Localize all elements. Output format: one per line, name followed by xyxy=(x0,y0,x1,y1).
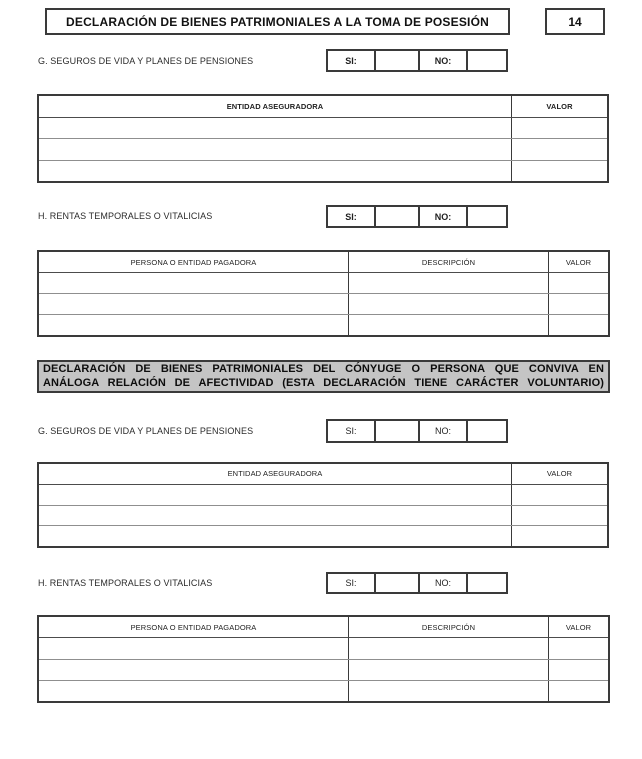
value-cell[interactable] xyxy=(511,118,607,139)
entity-cell[interactable] xyxy=(39,506,511,526)
description-cell[interactable] xyxy=(348,681,548,701)
no-answer-cell[interactable] xyxy=(466,207,506,226)
table-row xyxy=(39,315,608,335)
table-header-row xyxy=(39,96,607,118)
table-row xyxy=(39,161,607,182)
description-cell[interactable] xyxy=(348,660,548,680)
table-row xyxy=(39,139,607,161)
yes-no-box-spouse-g xyxy=(326,419,508,443)
payer-cell[interactable] xyxy=(39,660,348,680)
value-cell[interactable] xyxy=(548,315,608,335)
yes-answer-cell[interactable] xyxy=(374,421,418,441)
value-cell[interactable] xyxy=(548,638,608,658)
yes-label: SI: xyxy=(345,578,357,588)
column-header-description: DESCRIPCIÓN xyxy=(348,252,548,272)
column-header-value: VALOR xyxy=(511,96,607,117)
page-number: 14 xyxy=(545,8,605,35)
column-header-entity: ENTIDAD ASEGURADORA xyxy=(227,469,323,479)
description-cell[interactable] xyxy=(348,638,548,658)
yes-label: SI: xyxy=(345,426,357,436)
table-row xyxy=(39,660,608,681)
value-cell[interactable] xyxy=(511,161,607,182)
no-label: NO: xyxy=(418,207,466,226)
table-header-row xyxy=(39,464,607,485)
table-row xyxy=(39,681,608,701)
no-label: NO: xyxy=(418,51,466,70)
annuities-table-declarant xyxy=(37,250,610,337)
table-row xyxy=(39,638,608,659)
insurance-table-declarant xyxy=(37,94,609,183)
payer-cell[interactable] xyxy=(39,315,348,335)
entity-cell[interactable] xyxy=(39,485,511,505)
section-label-declarant-g: G. SEGUROS DE VIDA Y PLANES DE PENSIONES xyxy=(38,56,254,66)
entity-cell[interactable] xyxy=(39,526,511,546)
yes-no-box-declarant-g xyxy=(326,49,508,72)
table-row xyxy=(39,506,607,527)
yes-label: SI: xyxy=(345,55,357,66)
column-header-description: DESCRIPCIÓN xyxy=(348,617,548,637)
page-title: DECLARACIÓN DE BIENES PATRIMONIALES A LA TOMA DE POSESIÓN xyxy=(45,8,510,35)
annuities-table-spouse xyxy=(37,615,610,703)
yes-answer-cell[interactable] xyxy=(374,207,418,226)
entity-cell[interactable] xyxy=(39,161,511,182)
section-label-spouse-g: G. SEGUROS DE VIDA Y PLANES DE PENSIONES xyxy=(38,426,254,436)
value-cell[interactable] xyxy=(511,139,607,160)
table-row xyxy=(39,526,607,546)
yes-label: SI: xyxy=(345,211,357,222)
insurance-table-spouse xyxy=(37,462,609,548)
section-label-spouse-h: H. RENTAS TEMPORALES O VITALICIAS xyxy=(38,578,213,588)
payer-cell[interactable] xyxy=(39,273,348,293)
table-header-row xyxy=(39,617,608,638)
payer-cell[interactable] xyxy=(39,294,348,314)
description-cell[interactable] xyxy=(348,294,548,314)
no-answer-cell[interactable] xyxy=(466,51,506,70)
column-header-value: VALOR xyxy=(548,617,608,637)
value-cell[interactable] xyxy=(548,273,608,293)
table-row xyxy=(39,273,608,294)
payer-cell[interactable] xyxy=(39,681,348,701)
yes-no-box-declarant-h xyxy=(326,205,508,228)
value-cell[interactable] xyxy=(548,660,608,680)
column-header-payer: PERSONA O ENTIDAD PAGADORA xyxy=(130,622,257,632)
yes-answer-cell[interactable] xyxy=(374,51,418,70)
column-header-value: VALOR xyxy=(548,252,608,272)
yes-answer-cell[interactable] xyxy=(374,574,418,592)
column-header-payer: PERSONA O ENTIDAD PAGADORA xyxy=(130,257,257,267)
entity-cell[interactable] xyxy=(39,118,511,139)
payer-cell[interactable] xyxy=(39,638,348,658)
column-header-entity: ENTIDAD ASEGURADORA xyxy=(226,101,324,111)
description-cell[interactable] xyxy=(348,273,548,293)
no-answer-cell[interactable] xyxy=(466,421,506,441)
table-row xyxy=(39,118,607,140)
table-header-row xyxy=(39,252,608,273)
value-cell[interactable] xyxy=(511,485,607,505)
no-label: NO: xyxy=(418,574,466,592)
banner-line-2: ANÁLOGA RELACIÓN DE AFECTIVIDAD (ESTA DECLARACIÓN TIENE CARÁCTER VOLUNTARIO) xyxy=(43,376,604,389)
spouse-declaration-banner xyxy=(37,360,610,393)
value-cell[interactable] xyxy=(548,294,608,314)
section-label-declarant-h: H. RENTAS TEMPORALES O VITALICIAS xyxy=(38,211,213,221)
table-row xyxy=(39,485,607,506)
value-cell[interactable] xyxy=(511,526,607,546)
yes-no-box-spouse-h xyxy=(326,572,508,594)
entity-cell[interactable] xyxy=(39,139,511,160)
value-cell[interactable] xyxy=(511,506,607,526)
description-cell[interactable] xyxy=(348,315,548,335)
column-header-value: VALOR xyxy=(511,464,607,484)
value-cell[interactable] xyxy=(548,681,608,701)
banner-line-1: DECLARACIÓN DE BIENES PATRIMONIALES DEL CÓNYUGE O PERSONA QUE CONVIVA EN xyxy=(43,363,604,375)
no-label: NO: xyxy=(418,421,466,441)
no-answer-cell[interactable] xyxy=(466,574,506,592)
table-row xyxy=(39,294,608,315)
